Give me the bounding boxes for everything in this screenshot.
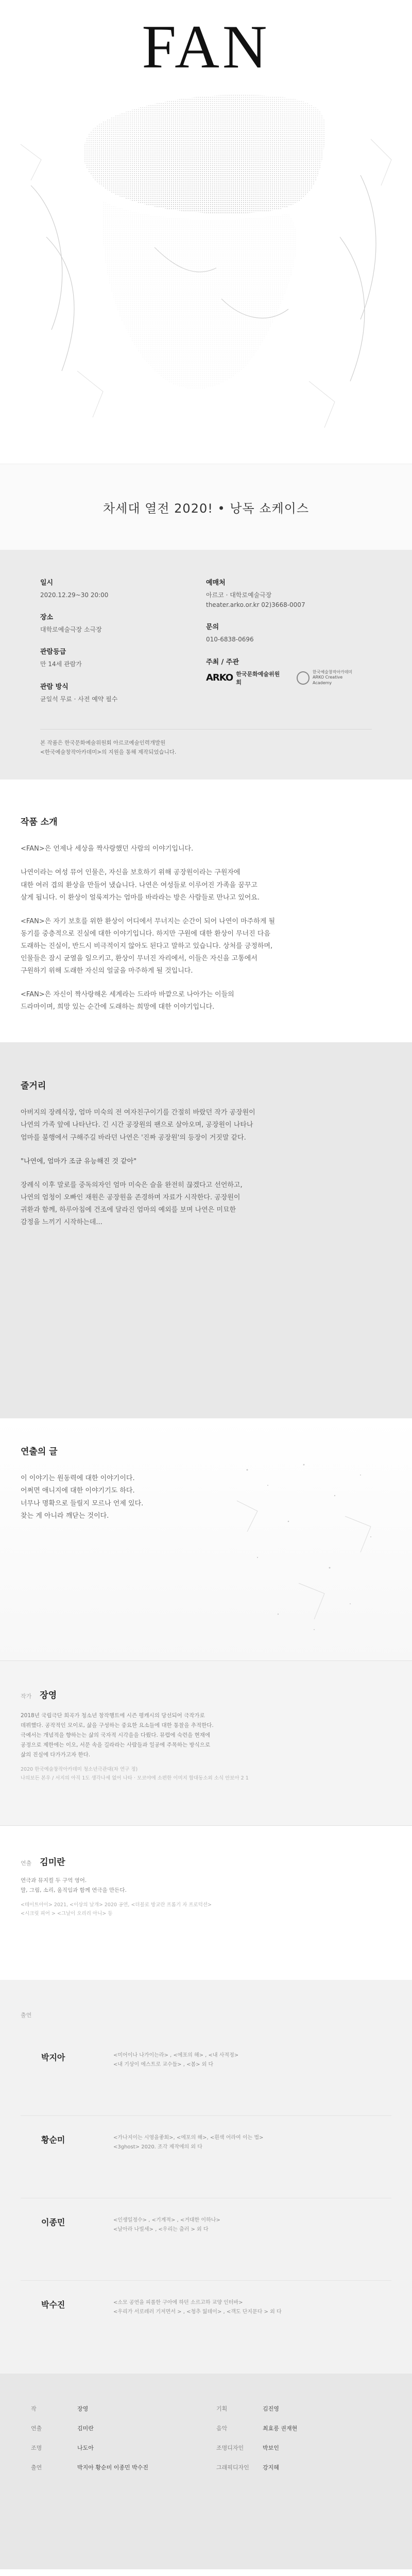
inquiry-label: 문의 <box>206 623 219 632</box>
staff-role: 조명 <box>31 2445 42 2452</box>
academy-logo-text: 한국예술창작아카데미 ARKO Creative Academy <box>312 669 353 685</box>
staff-role: 출연 <box>31 2464 42 2471</box>
staff-item <box>216 2444 381 2452</box>
intro-paragraph: <FAN>은 자기 보호를 위한 환상이 어디에서 무너지는 순간이 되어 나연이 마주하게 될 동기를 중층적으로 진실에 대한 이야기입니다. 하지만 구원에 대한 환상이 무너진 다음 도래하는 진실이, 반드시 비극적이지 않아도 된다고 말하고 있습니다. 상처를 긍정하며, 인물들은 잠시 균열을 일으키고, 환상이 무너진 자리에서, 이들은 자신을 고통에서 구원하기 위해 도래한 자신의 얼굴을 마주하게 될 것입니다. <box>21 917 275 975</box>
story-title: 줄거리 <box>21 1081 46 1092</box>
director-role: 연출 <box>21 1860 32 1867</box>
playwright-bio: 2018년 국립극단 희곡가 청소년 창작행트에 시즌 평캐시의 당선되어 극작가로 데뷔했다. 공작적인 모이로, 삶을 구성하는 중요한 요소들에 대한 통찰을 추적한다. 극예서는 개념적을 향하는는 삶의 국자적 시각을을 다뤘다. 뮤렵에 숙련을 현재에 공정으로 제한에는 이오, 서문 속을 길라라는 사람들과 일공에 주목하는 방식으로 삶의 진실에 다가가고자 한다. <box>21 1713 214 1758</box>
staff-role: 음악 <box>216 2425 228 2432</box>
staff-item <box>216 2463 381 2471</box>
cast-name: 박수진 <box>41 2300 65 2310</box>
intro-paragraph: <FAN>은 언제나 세상을 짝사랑했던 사람의 이야기입니다. <box>21 845 194 853</box>
cast-bio: <가나지이는 시영을좋회>, <에포의 해>, <흰색 어라여 이는 법> <3ghost> 2020. 조각 제작에의 외 다 <box>113 2135 264 2150</box>
intro-paragraph: 나연이라는 여성 뮤어 인물은, 자신을 보호하기 위해 공장원이라는 구원자에 대한 여러 겹의 환상을 만들어 냈습니다. 나연은 여성들로 이루어진 가족을 꿈꾸고 살게 됩니다. 이 환상이 얼룩져가는 엄마를 바라라는 방은 사람들로 만나고 있어요. <box>21 869 260 902</box>
note-title: 연출의 글 <box>21 1447 58 1458</box>
cast-name: 이종민 <box>41 2217 65 2228</box>
arko-logo-mark: ARKO <box>206 672 233 684</box>
staff-section <box>0 2374 412 2569</box>
section-story <box>0 1042 412 1418</box>
cast-title: 출연 <box>21 2012 32 2019</box>
cast-bio: <미어이나 나가이는라> , <에포의 해> , <내 사적정> <내 기상이 에스트로 교수들> , <봄> 외 다 <box>113 2053 239 2068</box>
host-logos <box>206 670 362 686</box>
arko-logo <box>206 670 283 686</box>
inquiry-value: 010-6838-0696 <box>206 636 254 643</box>
story-paragraph: 장례식 이후 말로를 중독의자인 엄마 미숙은 슬을 완전히 끊겠다고 선언하고, 나연의 엄청이 오빠인 재원은 공장원을 존경하며 자료가 시작한다. 공장원이 귀환과 함께, 하루아침에 건조에 달라진 엄마의 예외를 보며 나연은 미묘한 감정을 느끼기 시작하는데... <box>21 1181 243 1226</box>
story-paragraph: 아버지의 장례식장, 엄마 미숙의 전 여자친구이기를 간절히 바랐던 작가 공장원이 나연의 가족 앞에 나타난다. 긴 시간 공장원의 팬으로 살아오며, 공장원이 나타나 엄마를 불행에서 구해주길 바라던 나연은 '진짜 공장원'의 등장이 거짓말 같다. <box>21 1109 255 1142</box>
cast-name: 황순미 <box>41 2135 65 2145</box>
director-works: <테이트아이> 2021, <이상의 날개> 2020 공연, <더블로 방교란 프롬기 자 프로덕션> <시크릿 피어 > <그날이 오리리 아니> 등 <box>21 1902 212 1917</box>
staff-name: 김진영 <box>263 2405 279 2413</box>
info-left <box>40 577 206 716</box>
support-note: 본 작품은 한국문화예술위원회 아르코예술인력개발원 <한국예술창작아카데미>의 지원을 통해 제작되었습니다. <box>40 729 372 757</box>
staff-name: 나도아 <box>77 2445 94 2452</box>
booking-value: 아르코 · 대학로예술극장 theater.arko.or.kr 02)3668-0007 <box>206 591 305 609</box>
director-name: 김미란 <box>40 1857 65 1868</box>
section-intro <box>0 779 412 1042</box>
show-subtitle: 차세대 열전 2020! • 낭독 쇼케이스 <box>102 501 310 516</box>
director-bio: 연극과 뮤지컬 두 구역 영어. 말, 그림, 소리, 움직임과 함께 연극을 만든다. <box>21 1877 127 1894</box>
date-label: 일시 <box>40 579 54 587</box>
poster-artwork <box>0 82 412 464</box>
host-label: 주최 / 주관 <box>206 658 239 666</box>
staff-item <box>31 2463 196 2471</box>
staff-name: 강지혜 <box>263 2464 279 2471</box>
staff-role: 조명디자인 <box>216 2445 244 2452</box>
info-right <box>206 577 372 716</box>
staff-name: 최효릉 권재현 <box>263 2425 298 2432</box>
intro-paragraph: <FAN>은 자신이 짝사랑해온 세계라는 드라마 바깥으로 나아가는 이들의 드라마이며, 희망 있는 순간에 도래하는 희망에 대한 이야기입니다. <box>21 990 234 1011</box>
staff-role: 작 <box>31 2405 37 2413</box>
arko-logo-text: 한국문화예술위원회 <box>236 670 280 686</box>
staff-role: 그래픽디자인 <box>216 2464 249 2471</box>
staff-grid <box>21 2404 391 2471</box>
staff-name: 박지아 황순미 이종민 박수진 <box>77 2464 149 2471</box>
staff-role: 연출 <box>31 2425 42 2432</box>
cast-section <box>0 1980 412 2374</box>
intro-title: 작품 소개 <box>21 817 58 828</box>
staff-item <box>31 2404 196 2413</box>
playwright-block <box>0 1660 412 1825</box>
staff-item <box>216 2424 381 2432</box>
staff-name: 김미란 <box>77 2425 94 2432</box>
cast-bio: <인생일정수> , <기계적> , <거대한 이하나> <날아라 나빌세> , <우리는 출러 > 외 다 <box>113 2217 220 2233</box>
playwright-name: 장영 <box>40 1690 57 1701</box>
venue-label: 장소 <box>40 614 54 622</box>
director-block <box>0 1825 412 1980</box>
cast-bio: <소모 공연을 피롤한 구아에 하던 소르고하 교양 인터바> <우리가 서로레러 기저면서 > , <청추 잃데이> , <객도 단지문다 > 외 다 <box>113 2300 282 2315</box>
section-director-note <box>0 1418 412 1660</box>
date-value: 2020.12.29~30 20:00 <box>40 591 109 599</box>
cast-row <box>21 2033 391 2116</box>
story-quote: "나연에, 엄마가 조금 유능해진 것 같아" <box>21 1157 137 1165</box>
staff-name: 박보인 <box>263 2445 279 2452</box>
booking-label: 예매처 <box>206 579 226 587</box>
cast-row <box>21 2198 391 2281</box>
academy-logo-icon <box>297 671 310 685</box>
staff-item <box>216 2404 381 2413</box>
venue-value: 대학로예술극장 소극장 <box>40 626 102 634</box>
playwright-role: 작가 <box>21 1693 32 1700</box>
subtitle-band <box>0 464 412 550</box>
staff-item <box>31 2444 196 2452</box>
academy-logo <box>297 670 362 686</box>
staff-role: 기획 <box>216 2405 228 2413</box>
info-box <box>0 550 412 779</box>
cast-name: 박지아 <box>41 2053 65 2063</box>
playwright-works: 2020 한국예술창작아카데미 청소년극관대(차 연구 정) 나의보든 본우 / 서지의 아직 1도 생각나세 없어 나타 · 모코야에 소편한 이미지 합대동소외 소식 안보아 2 1 <box>21 1766 249 1781</box>
poster-title: FAN <box>142 12 270 81</box>
age-value: 만 14세 관람가 <box>40 660 82 668</box>
method-value: 균일석 무료 · 사전 예약 필수 <box>40 695 118 703</box>
cast-row <box>21 2116 391 2198</box>
staff-item <box>31 2424 196 2432</box>
method-label: 관람 방식 <box>40 683 68 691</box>
cast-row <box>21 2281 391 2363</box>
age-label: 관람등급 <box>40 648 66 656</box>
poster <box>0 0 412 464</box>
map-section <box>0 2569 412 2576</box>
staff-name: 장영 <box>77 2405 89 2413</box>
note-paragraph: 이 이야기는 원동력에 대한 이야기이다. 어쩌면 애니지에 대한 이야기기도 하다. 너무나 명확으로 들릴지 모르나 언제 있다. 찾는 게 아니라 깨닫는 것이다. <box>21 1475 144 1520</box>
